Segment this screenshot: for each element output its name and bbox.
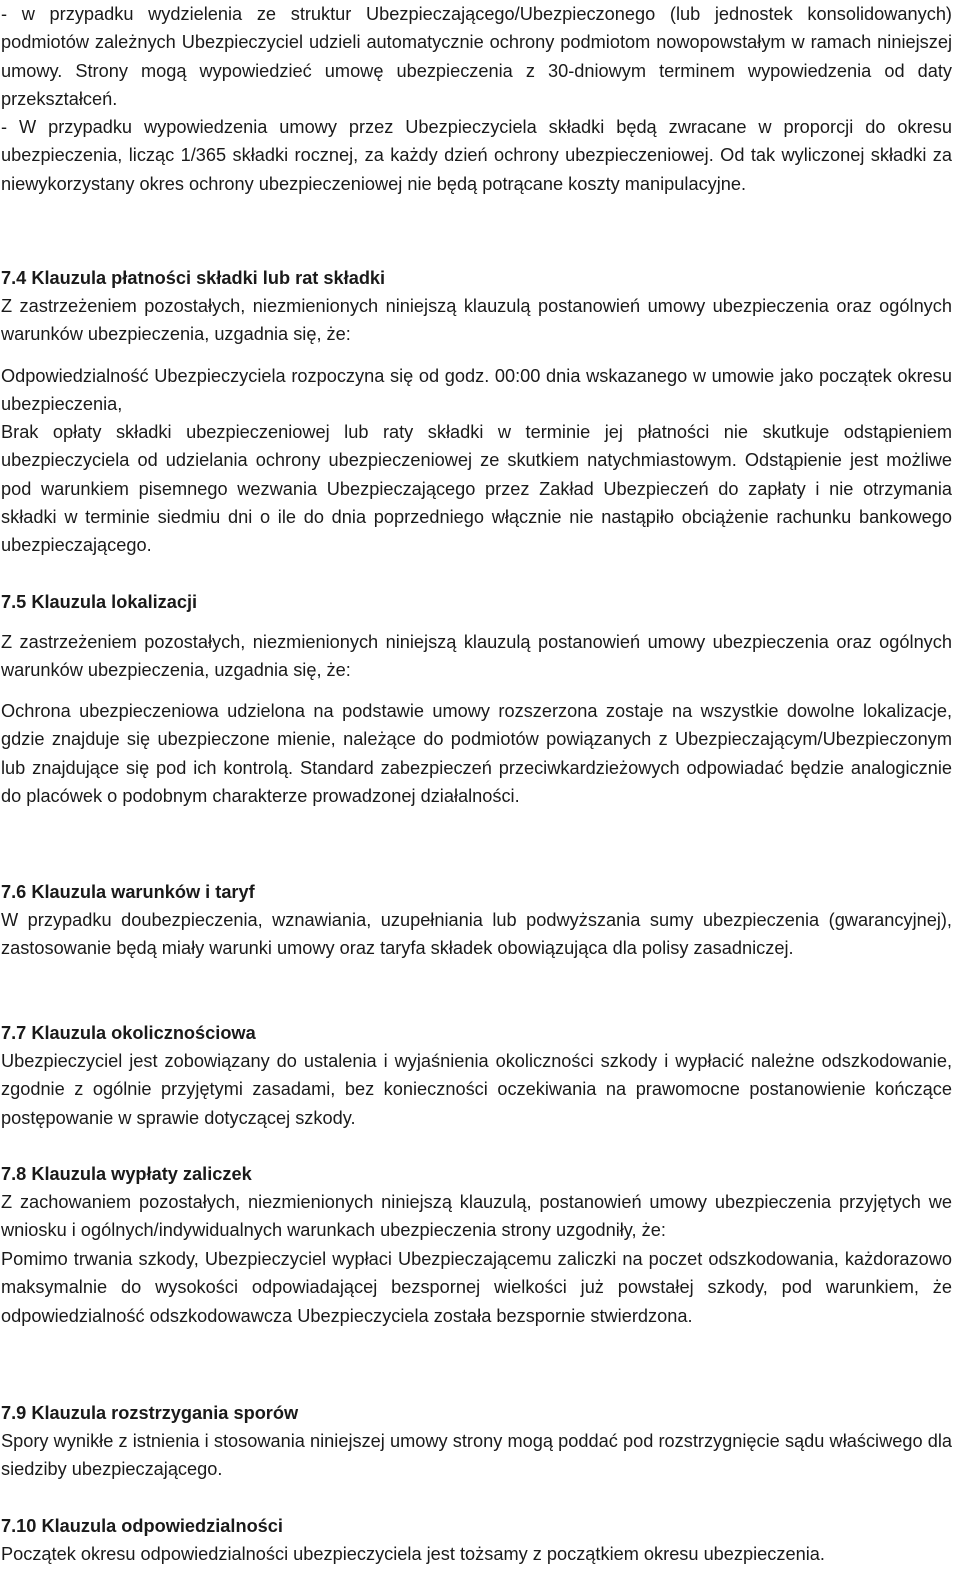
paragraph-7-9-body: Spory wynikłe z istnienia i stosowania niniejszej umowy strony mogą poddać pod rozstrzygnięcie sądu właściwego dla siedziby ubezpieczającego.: [1, 1431, 952, 1480]
paragraph-7-5-locations: Ochrona ubezpieczeniowa udzielona na podstawie umowy rozszerzona zostaje na wszystkie dowolne lokalizacje, gdzie znajduje się ubezpieczone mienie, należące do podmiotów powiązanych z Ubezpieczającym/Ubezpieczonym lub znajdujące się pod ich kontrolą. Standard zabezpieczeń przeciwkardzieżowych odpowiadać będzie analogicznie do placówek o podobnym charakterze prowadzonej działalności.: [1, 701, 952, 806]
paragraph-7-4-intro: Z zastrzeżeniem pozostałych, niezmienionych niniejszą klauzulą postanowień umowy ubezpieczenia oraz ogólnych warunków ubezpieczenia, uzgadnia się, że:: [1, 296, 952, 345]
heading-7-8: 7.8 Klauzula wypłaty zaliczek: [1, 1164, 252, 1184]
heading-7-9: 7.9 Klauzula rozstrzygania sporów: [1, 1403, 299, 1423]
heading-7-6: 7.6 Klauzula warunków i taryf: [1, 882, 255, 902]
paragraph-7-4-liability-start: Odpowiedzialność Ubezpieczyciela rozpoczyna się od godz. 00:00 dnia wskazanego w umowie jako początek okresu ubezpieczenia,: [1, 366, 952, 415]
paragraph-7-5-intro: Z zastrzeżeniem pozostałych, niezmienionych niniejszą klauzulą postanowień umowy ubezpieczenia oraz ogólnych warunków ubezpieczenia, uzgadnia się, że:: [1, 632, 952, 681]
heading-7-7: 7.7 Klauzula okolicznościowa: [1, 1023, 256, 1043]
paragraph-7-8-advances: Pomimo trwania szkody, Ubezpieczyciel wypłaci Ubezpieczającemu zaliczki na poczet odszkodowania, każdorazowo maksymalnie do wysokości odpowiadającej bezspornej wielkości już powstałej szkody, pod warunkiem, że odpowiedzialność odszkodowawcza Ubezpieczyciela została bezspornie stwierdzona.: [1, 1249, 952, 1326]
heading-7-10: 7.10 Klauzula odpowiedzialności: [1, 1516, 283, 1536]
paragraph-7-7-body: Ubezpieczyciel jest zobowiązany do ustalenia i wyjaśnienia okoliczności szkody i wypłacić należne odszkodowanie, zgodnie z ogólnie przyjętymi zasadami, bez konieczności oczekiwania na prawomocne postanowienie kończące postępowanie w sprawie dotyczącej szkody.: [1, 1051, 952, 1128]
heading-7-5: 7.5 Klauzula lokalizacji: [1, 592, 198, 612]
paragraph-7-6-body: W przypadku doubezpieczenia, wznawiania, uzupełniania lub podwyższania sumy ubezpieczenia (gwarancyjnej), zastosowanie będą miały warunki umowy oraz taryfa składek obowiązująca dla polisy zasadniczej.: [1, 910, 952, 959]
paragraph-termination-refund: - W przypadku wypowiedzenia umowy przez Ubezpieczyciela składki będą zwracane w proporcji do okresu ubezpieczenia, licząc 1/365 składki rocznej, za każdy dzień ochrony ubezpieczeniowej. Od tak wyliczonej składki za niewykorzystany okres ochrony ubezpieczeniowej nie będą potrącane koszty manipulacyjne.: [1, 117, 952, 194]
paragraph-spin-off-protection: - w przypadku wydzielenia ze struktur Ubezpieczającego/Ubezpieczonego (lub jednostek konsolidowanych) podmiotów zależnych Ubezpieczyciel udzieli automatycznie ochrony podmiotom nowopowstałym w ramach niniejszej umowy. Strony mogą wypowiedzieć umowę ubezpieczenia z 30-dniowym terminem wypowiedzenia od daty przekształceń.: [1, 4, 952, 109]
heading-7-4: 7.4 Klauzula płatności składki lub rat składki: [1, 268, 386, 288]
paragraph-7-4-payment: Brak opłaty składki ubezpieczeniowej lub raty składki w terminie jej płatności nie skutkuje odstąpieniem ubezpieczyciela od udzielania ochrony ubezpieczeniowej ze skutkiem natychmiastowym. Odstąpienie jest możliwe pod warunkiem pisemnego wezwania Ubezpieczającego przez Zakład Ubezpieczeń do zapłaty i nie otrzymania składki w terminie siedmiu dni o ile do dnia poprzedniego włącznie nie nastąpiło obciążenie rachunku bankowego ubezpieczającego.: [1, 422, 952, 556]
paragraph-7-8-intro: Z zachowaniem pozostałych, niezmienionych niniejszą klauzulą, postanowień umowy ubezpieczenia przyjętych we wniosku i ogólnych/indywidualnych warunkach ubezpieczenia strony uzgodniły, że:: [1, 1192, 952, 1241]
paragraph-7-10-body: Początek okresu odpowiedzialności ubezpieczyciela jest tożsamy z początkiem okresu ubezpieczenia.: [1, 1544, 825, 1564]
